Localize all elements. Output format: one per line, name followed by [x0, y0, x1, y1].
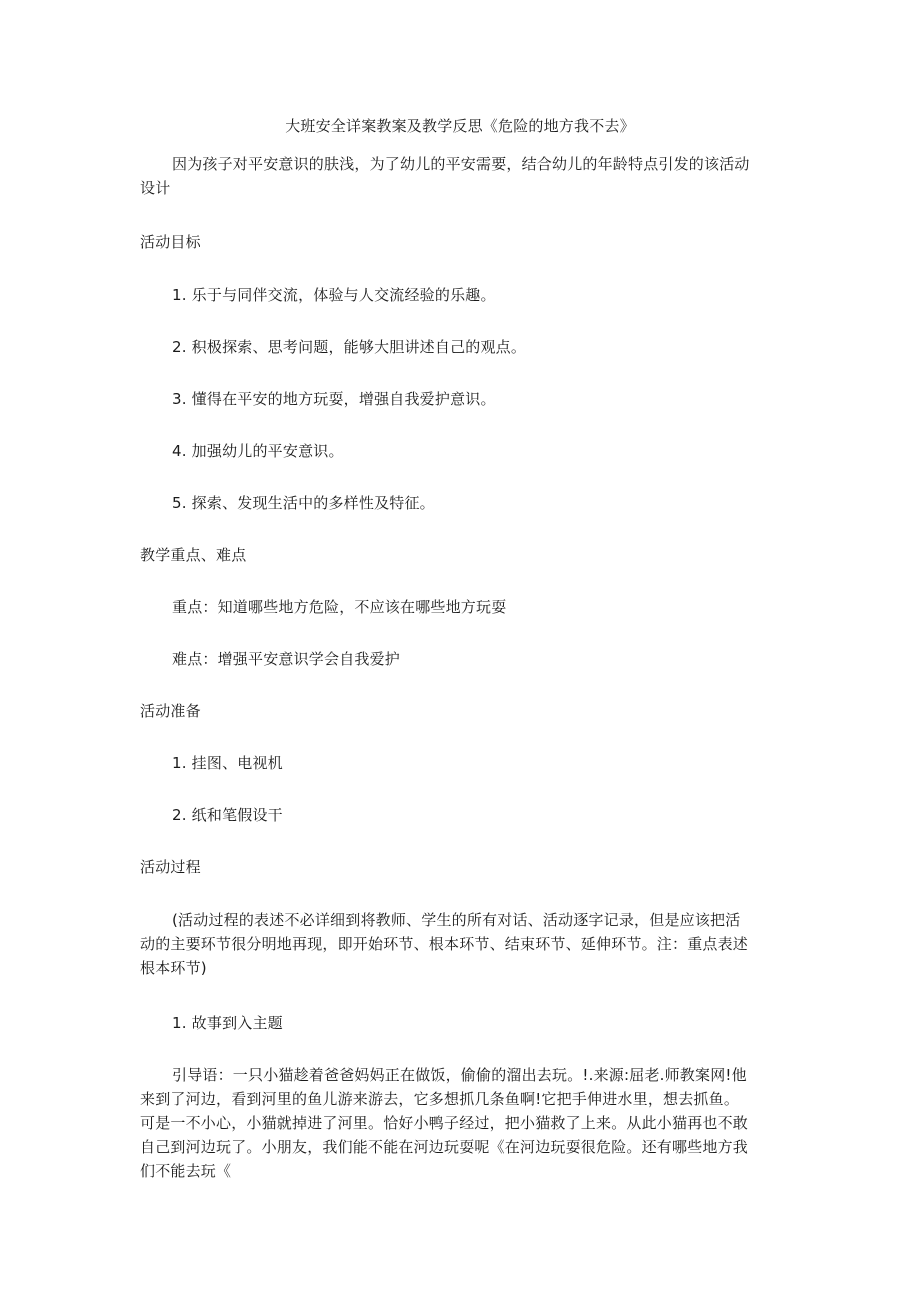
goal-item-4: 4. 加强幼儿的平安意识。: [172, 442, 344, 460]
preparation-heading: 活动准备: [140, 702, 201, 720]
goals-heading: 活动目标: [140, 233, 201, 251]
story-line-2: 来到了河边，看到河里的鱼儿游来游去，它多想抓几条鱼啊!它把手伸进水里，想去抓鱼。: [140, 1090, 740, 1108]
document-title: 大班安全详案教案及教学反思《危险的地方我不去》: [285, 117, 635, 135]
key-point: 重点：知道哪些地方危险，不应该在哪些地方玩耍: [172, 598, 507, 616]
difficult-point: 难点：增强平安意识学会自我爱护: [172, 650, 401, 668]
goal-item-5: 5. 探索、发现生活中的多样性及特征。: [172, 494, 435, 512]
process-note-line-1: (活动过程的表述不必详细到将教师、学生的所有对话、活动逐字记录，但是应该把活: [172, 911, 741, 929]
intro-line-1: 因为孩子对平安意识的肤浅，为了幼儿的平安需要，结合幼儿的年龄特点引发的该活动: [172, 155, 750, 173]
story-line-3: 可是一不小心，小猫就掉进了河里。恰好小鸭子经过，把小猫救了上来。从此小猫再也不敢: [140, 1114, 749, 1132]
story-line-5: 们不能去玩《: [140, 1162, 232, 1180]
key-points-heading: 教学重点、难点: [140, 546, 247, 564]
story-line-1: 引导语：一只小猫趁着爸爸妈妈正在做饭，偷偷的溜出去玩。!.来源:屈老.师教案网!他: [172, 1066, 747, 1084]
goal-item-1: 1. 乐于与同伴交流，体验与人交流经验的乐趣。: [172, 286, 496, 304]
process-note-line-2: 动的主要环节很分明地再现，即开始环节、根本环节、结束环节、延伸环节。注：重点表述: [140, 935, 749, 953]
intro-line-2: 设计: [140, 179, 171, 197]
preparation-item-1: 1. 挂图、电视机: [172, 754, 283, 772]
story-line-4: 自己到河边玩了。小朋友，我们能不能在河边玩耍呢《在河边玩耍很危险。还有哪些地方我: [140, 1138, 749, 1156]
step-1-heading: 1. 故事到入主题: [172, 1014, 283, 1032]
process-heading: 活动过程: [140, 858, 201, 876]
process-note-line-3: 根本环节): [140, 959, 207, 977]
preparation-item-2: 2. 纸和笔假设干: [172, 806, 283, 824]
goal-item-3: 3. 懂得在平安的地方玩耍，增强自我爱护意识。: [172, 390, 496, 408]
goal-item-2: 2. 积极探索、思考问题，能够大胆讲述自己的观点。: [172, 338, 527, 356]
